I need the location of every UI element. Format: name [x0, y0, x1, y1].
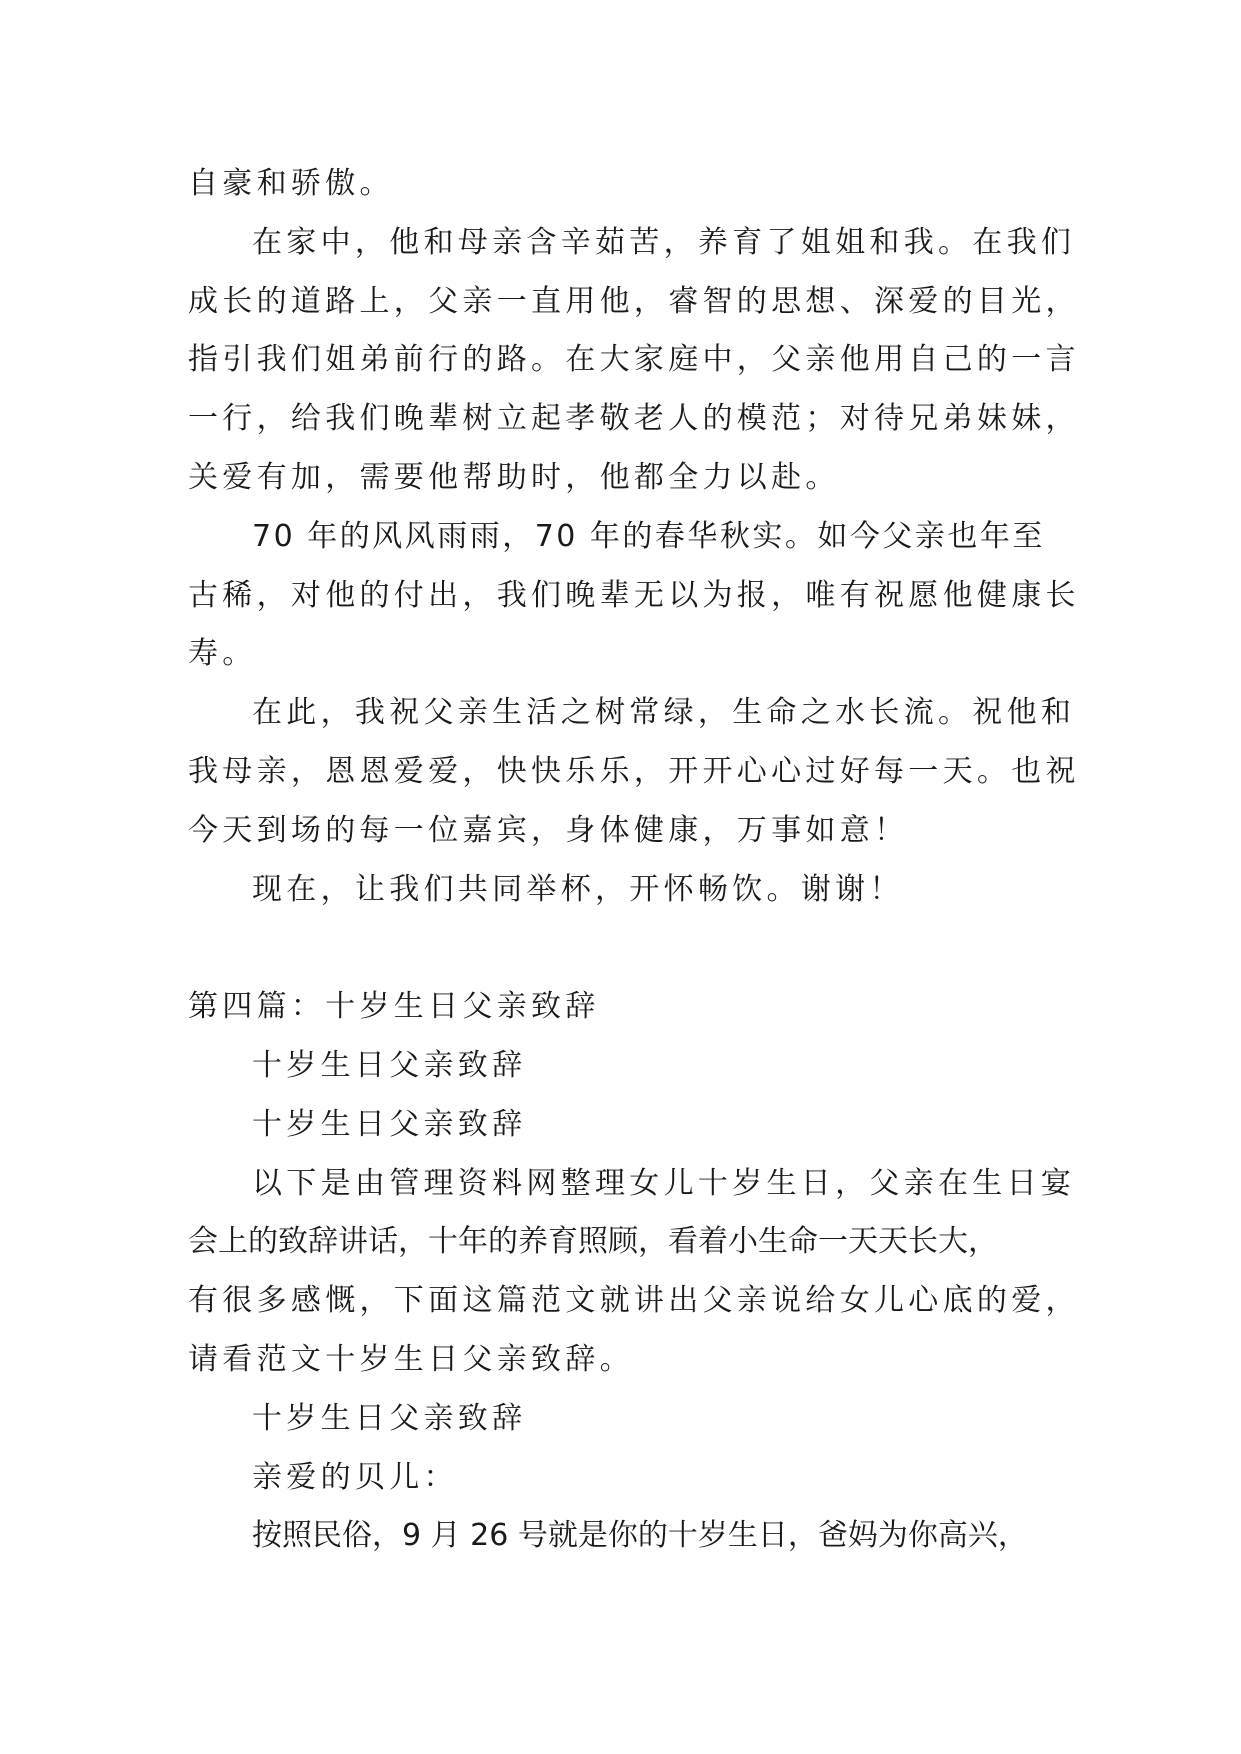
salutation-line: 亲爱的贝儿：: [252, 1459, 458, 1495]
paragraph-line: 以下是由管理资料网整理女儿十岁生日，父亲在生日宴: [252, 1165, 1076, 1201]
paragraph-line: 寿。: [188, 636, 257, 672]
subheading-line: 十岁生日父亲致辞: [252, 1047, 527, 1083]
paragraph-line: 在此，我祝父亲生活之树常绿，生命之水长流。祝他和: [252, 695, 1076, 731]
paragraph-line: 今天到场的每一位嘉宾，身体健康，万事如意！: [188, 812, 909, 848]
paragraph-line: 关爱有加，需要他帮助时，他都全力以赴。: [188, 459, 840, 495]
subheading-line: 十岁生日父亲致辞: [252, 1106, 527, 1142]
body-text: [188, 155, 1080, 1566]
section-heading: 第四篇：十岁生日父亲致辞: [188, 989, 600, 1025]
paragraph-line: 成长的道路上，父亲一直用他，睿智的思想、深爱的目光，: [188, 283, 1080, 319]
paragraph-line: 古稀，对他的付出，我们晚辈无以为报，唯有祝愿他健康长: [188, 577, 1080, 613]
paragraph-line: 按照民俗，9 月 26 号就是你的十岁生日，爸妈为你高兴，: [252, 1518, 1028, 1554]
paragraph-line: 指引我们姐弟前行的路。在大家庭中，父亲他用自己的一言: [188, 342, 1080, 378]
paragraph-line: 会上的致辞讲话，十年的养育照顾，看着小生命一天天长大，: [188, 1224, 998, 1260]
paragraph-line: 现在，让我们共同举杯，开怀畅饮。谢谢！: [252, 871, 904, 907]
paragraph-line: 一行，给我们晚辈树立起孝敬老人的模范；对待兄弟妹妹，: [188, 401, 1080, 437]
paragraph-line: 在家中，他和母亲含辛茹苦，养育了姐姐和我。在我们: [252, 224, 1076, 260]
paragraph-line: 自豪和骄傲。: [188, 166, 394, 201]
paragraph-line: 我母亲，恩恩爱爱，快快乐乐，开开心心过好每一天。也祝: [188, 753, 1080, 789]
paragraph-line: 请看范文十岁生日父亲致辞。: [188, 1341, 634, 1377]
section-gap: [188, 919, 1068, 978]
subheading-line: 十岁生日父亲致辞: [252, 1400, 527, 1436]
paragraph-line: 70 年的风风雨雨，70 年的春华秋实。如今父亲也年至: [252, 518, 1045, 554]
paragraph-line: 有很多感慨，下面这篇范文就讲出父亲说给女儿心底的爱，: [188, 1283, 1080, 1319]
